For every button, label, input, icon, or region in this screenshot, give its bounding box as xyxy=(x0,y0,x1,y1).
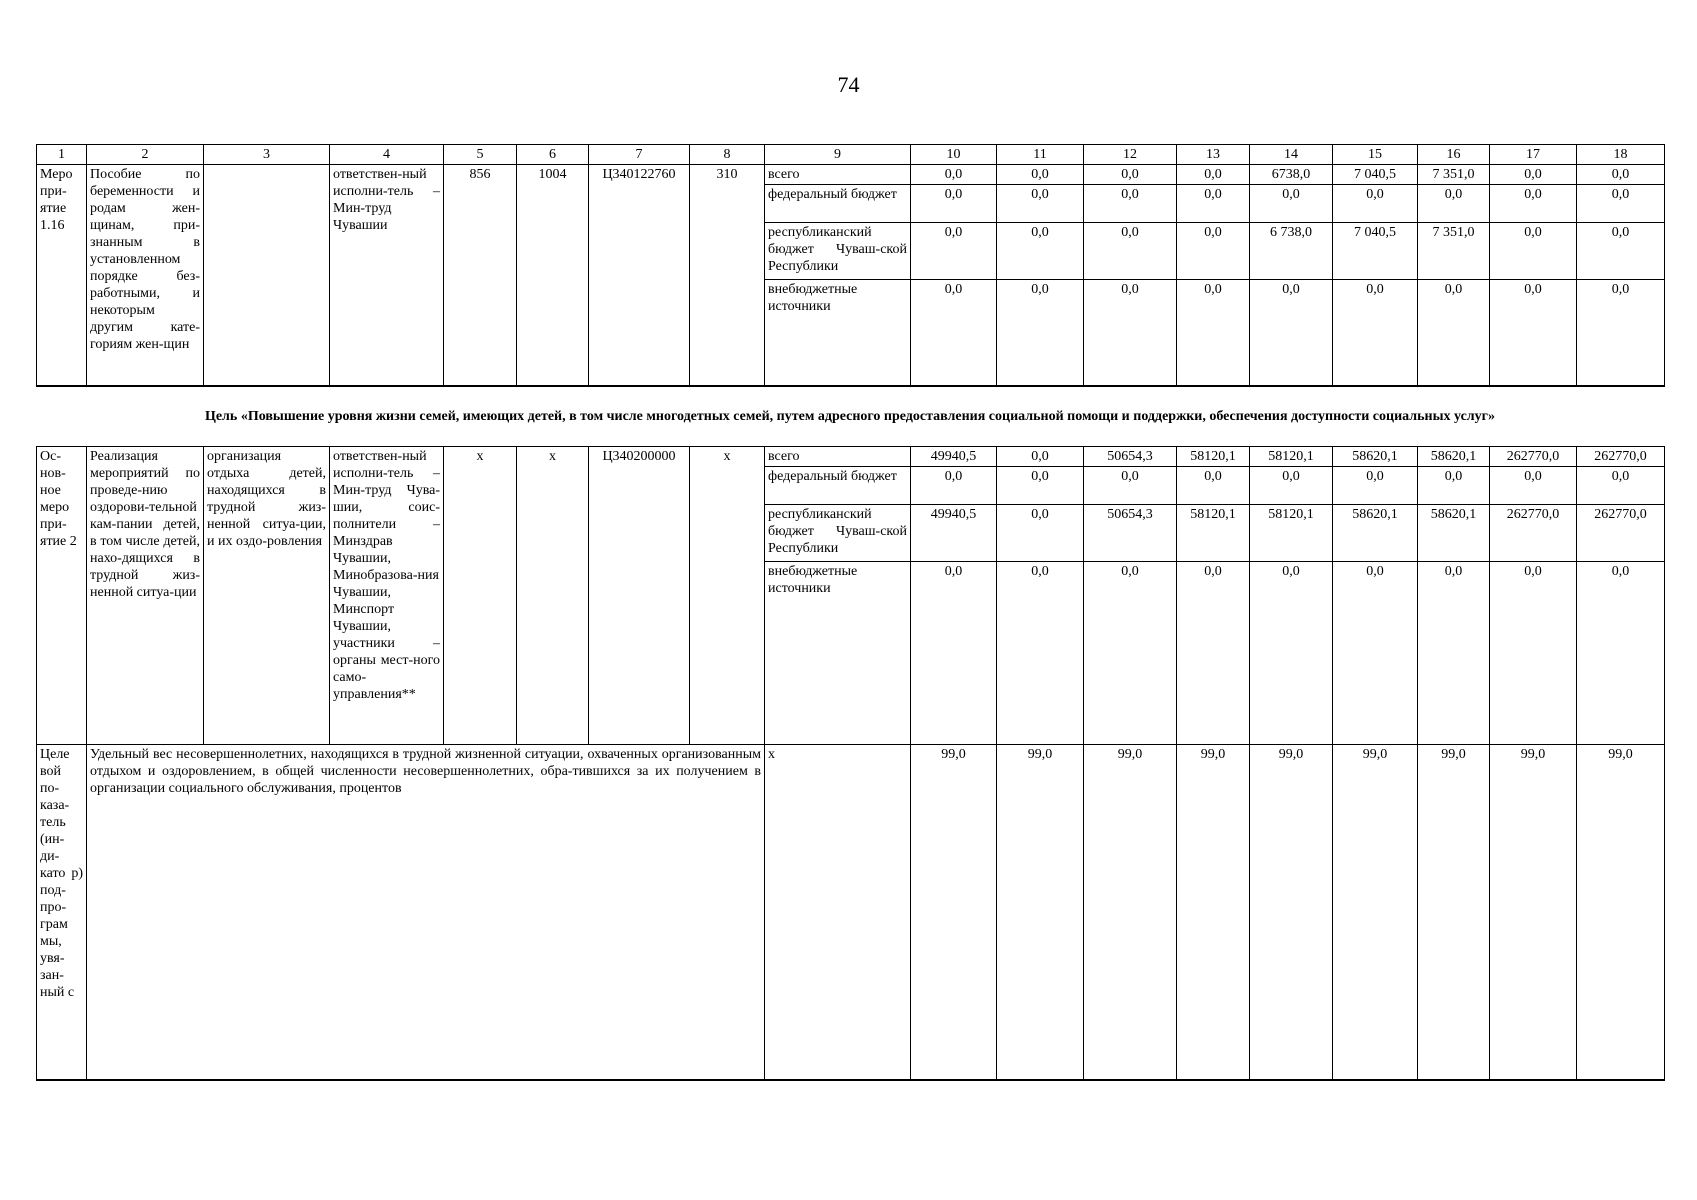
col-header: 5 xyxy=(444,145,517,165)
budget-table-upper xyxy=(36,144,1665,387)
value-cell: 0,0 xyxy=(911,280,997,386)
value-cell: 0,0 xyxy=(911,165,997,185)
measure-id: Ос-нов-ное меро при-ятие 2 xyxy=(37,447,87,745)
value-cell: 99,0 xyxy=(1333,745,1418,1080)
funding-source: всего xyxy=(765,165,911,185)
value-cell: 6 738,0 xyxy=(1250,223,1333,280)
col-header: 16 xyxy=(1418,145,1490,165)
funding-source: всего xyxy=(765,447,911,467)
value-cell: 0,0 xyxy=(1577,185,1665,223)
value-cell: 0,0 xyxy=(1490,165,1577,185)
responsible-executor: ответствен-ный исполни-тель – Мин-труд Чува-шии, соис-полнители – Минздрав Чувашии, Минобразова-ния Чувашии, Минспорт Чувашии, участники – органы мест-ного само-управления** xyxy=(330,447,444,745)
value-cell: 0,0 xyxy=(1333,280,1418,386)
value-cell: 6738,0 xyxy=(1250,165,1333,185)
value-cell: 0,0 xyxy=(1577,223,1665,280)
value-cell: 0,0 xyxy=(1490,280,1577,386)
col-header: 7 xyxy=(589,145,690,165)
value-cell: 0,0 xyxy=(997,280,1084,386)
value-cell: 0,0 xyxy=(1084,185,1177,223)
value-cell: 0,0 xyxy=(1418,467,1490,505)
funding-source: федеральный бюджет xyxy=(765,185,911,223)
value-cell: 49940,5 xyxy=(911,447,997,467)
col-header: 1 xyxy=(37,145,87,165)
value-cell: 0,0 xyxy=(1490,185,1577,223)
value-cell: 0,0 xyxy=(1418,185,1490,223)
expense-group-code: x xyxy=(690,447,765,745)
value-cell: 262770,0 xyxy=(1577,505,1665,562)
value-cell: 58120,1 xyxy=(1250,447,1333,467)
value-cell: 99,0 xyxy=(997,745,1084,1080)
target-article-code: Ц340200000 xyxy=(589,447,690,745)
col-header: 6 xyxy=(517,145,589,165)
value-cell: 0,0 xyxy=(911,185,997,223)
value-cell: 0,0 xyxy=(1177,223,1250,280)
value-cell: 0,0 xyxy=(1333,467,1418,505)
value-cell: 7 040,5 xyxy=(1333,223,1418,280)
col-header: 15 xyxy=(1333,145,1418,165)
col-header: 12 xyxy=(1084,145,1177,165)
measure-name: Пособие по беременности и родам жен-щинам, при-знанным в установленном порядке без-работными, и некоторым другим кате-гориям жен-щин xyxy=(87,165,204,386)
value-cell: 58620,1 xyxy=(1418,447,1490,467)
value-cell: 262770,0 xyxy=(1577,447,1665,467)
funding-source: федеральный бюджет xyxy=(765,467,911,505)
value-cell: 0,0 xyxy=(1577,280,1665,386)
value-cell: 0,0 xyxy=(1490,562,1577,745)
value-cell: 0,0 xyxy=(911,562,997,745)
value-cell: 7 351,0 xyxy=(1418,165,1490,185)
funding-source: внебюджетные источники xyxy=(765,280,911,386)
value-cell: 0,0 xyxy=(1490,467,1577,505)
value-cell: 49940,5 xyxy=(911,505,997,562)
goal-heading: Цель «Повышение уровня жизни семей, имеющих детей, в том числе многодетных семей, путем адресного предоставления социальной помощи и поддержки, обеспечения доступности социальных услуг» xyxy=(204,409,1496,424)
grbs-code: x xyxy=(444,447,517,745)
value-cell: 0,0 xyxy=(1084,280,1177,386)
value-cell: 0,0 xyxy=(1490,223,1577,280)
value-cell: 58620,1 xyxy=(1333,447,1418,467)
value-cell: 0,0 xyxy=(911,467,997,505)
table-row xyxy=(37,165,1665,185)
col-header: 2 xyxy=(87,145,204,165)
value-cell: 0,0 xyxy=(997,223,1084,280)
target-article-code: Ц340122760 xyxy=(589,165,690,386)
col-header: 3 xyxy=(204,145,330,165)
value-cell: 262770,0 xyxy=(1490,505,1577,562)
indicator-text: Удельный вес несовершеннолетних, находящихся в трудной жизненной ситуации, охваченных организованным отдыхом и оздоровлением, в общей численности несовершеннолетних, обра-тившихся за их получением в организации социального обслуживания, процентов xyxy=(87,745,765,1080)
funding-source: внебюджетные источники xyxy=(765,562,911,745)
value-cell: 0,0 xyxy=(997,165,1084,185)
page-number: 74 xyxy=(837,72,860,97)
section-code: x xyxy=(517,447,589,745)
value-cell: 0,0 xyxy=(1418,280,1490,386)
measure-col3: организация отдыха детей, находящихся в трудной жиз-ненной ситуа-ции, и их оздо-ровления xyxy=(204,447,330,745)
col-header: 17 xyxy=(1490,145,1577,165)
col-header: 8 xyxy=(690,145,765,165)
value-cell: 58620,1 xyxy=(1418,505,1490,562)
value-cell: 0,0 xyxy=(1333,185,1418,223)
value-cell: 0,0 xyxy=(1418,562,1490,745)
value-cell: 0,0 xyxy=(997,505,1084,562)
value-cell: 99,0 xyxy=(1418,745,1490,1080)
responsible-executor: ответствен-ный исполни-тель – Мин-труд Чувашии xyxy=(330,165,444,386)
value-cell: 0,0 xyxy=(1084,562,1177,745)
value-cell: 0,0 xyxy=(911,223,997,280)
indicator-label: Целе вой по-каза-тель (ин-ди-като р) под-про-грам мы, увя-зан-ный с xyxy=(37,745,87,1080)
indicator-col9: x xyxy=(765,745,911,1080)
section-code: 1004 xyxy=(517,165,589,386)
measure-col3 xyxy=(204,165,330,386)
value-cell: 0,0 xyxy=(1177,280,1250,386)
value-cell: 58120,1 xyxy=(1177,447,1250,467)
value-cell: 99,0 xyxy=(1084,745,1177,1080)
value-cell: 0,0 xyxy=(1084,223,1177,280)
value-cell: 50654,3 xyxy=(1084,505,1177,562)
value-cell: 0,0 xyxy=(1250,280,1333,386)
value-cell: 0,0 xyxy=(1250,467,1333,505)
value-cell: 0,0 xyxy=(997,447,1084,467)
col-header: 14 xyxy=(1250,145,1333,165)
value-cell: 99,0 xyxy=(1490,745,1577,1080)
funding-source: республиканский бюджет Чуваш-ской Республики xyxy=(765,223,911,280)
expense-group-code: 310 xyxy=(690,165,765,386)
value-cell: 0,0 xyxy=(997,467,1084,505)
value-cell: 58620,1 xyxy=(1333,505,1418,562)
col-header: 9 xyxy=(765,145,911,165)
value-cell: 99,0 xyxy=(1577,745,1665,1080)
value-cell: 0,0 xyxy=(1333,562,1418,745)
col-header: 18 xyxy=(1577,145,1665,165)
col-header: 13 xyxy=(1177,145,1250,165)
value-cell: 50654,3 xyxy=(1084,447,1177,467)
value-cell: 0,0 xyxy=(1177,165,1250,185)
measure-name: Реализация мероприятий по проведе-нию оздорови-тельной кам-пании детей, в том числе детей, нахо-дящихся в трудной жиз-ненной ситуа-ции xyxy=(87,447,204,745)
value-cell: 262770,0 xyxy=(1490,447,1577,467)
budget-table-lower xyxy=(36,446,1665,1081)
value-cell: 0,0 xyxy=(1577,165,1665,185)
value-cell: 0,0 xyxy=(1084,165,1177,185)
funding-source: республиканский бюджет Чуваш-ской Республики xyxy=(765,505,911,562)
value-cell: 0,0 xyxy=(1084,467,1177,505)
value-cell: 0,0 xyxy=(1577,562,1665,745)
value-cell: 58120,1 xyxy=(1250,505,1333,562)
col-header: 4 xyxy=(330,145,444,165)
col-header: 10 xyxy=(911,145,997,165)
value-cell: 99,0 xyxy=(1177,745,1250,1080)
column-number-row xyxy=(37,145,1665,165)
value-cell: 7 351,0 xyxy=(1418,223,1490,280)
value-cell: 0,0 xyxy=(1250,562,1333,745)
value-cell: 58120,1 xyxy=(1177,505,1250,562)
value-cell: 0,0 xyxy=(997,562,1084,745)
value-cell: 99,0 xyxy=(911,745,997,1080)
value-cell: 0,0 xyxy=(1177,562,1250,745)
table-row xyxy=(37,447,1665,467)
col-header: 11 xyxy=(997,145,1084,165)
value-cell: 99,0 xyxy=(1250,745,1333,1080)
indicator-row xyxy=(37,745,1665,1080)
grbs-code: 856 xyxy=(444,165,517,386)
value-cell: 0,0 xyxy=(1177,467,1250,505)
measure-id: Меро при-ятие 1.16 xyxy=(37,165,87,386)
value-cell: 0,0 xyxy=(1177,185,1250,223)
value-cell: 0,0 xyxy=(1250,185,1333,223)
value-cell: 0,0 xyxy=(997,185,1084,223)
value-cell: 0,0 xyxy=(1577,467,1665,505)
value-cell: 7 040,5 xyxy=(1333,165,1418,185)
